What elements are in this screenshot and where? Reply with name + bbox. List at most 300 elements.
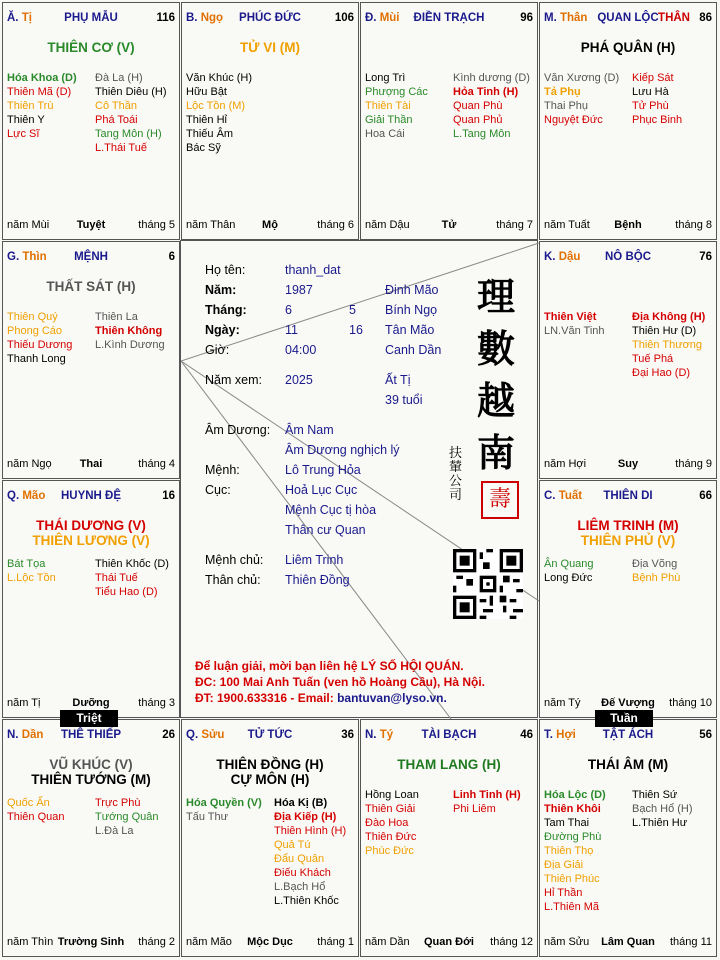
name-label: Họ tên: xyxy=(205,263,246,277)
palace-header xyxy=(7,729,175,743)
minor-star: Linh Tinh (H) xyxy=(453,789,521,801)
minor-stars-left xyxy=(544,71,619,127)
palace-name: ĐIỀN TRẠCH xyxy=(413,12,485,24)
minor-star: L.Tang Môn xyxy=(453,128,511,140)
main-star: THIÊN TƯỚNG (M) xyxy=(31,772,151,787)
calligraphy-char-2: 數 xyxy=(476,326,515,371)
calligraphy-char-3: 越 xyxy=(476,378,515,423)
palace-number: 116 xyxy=(156,12,175,24)
palace-header xyxy=(365,12,533,26)
minor-stars-left xyxy=(186,71,252,155)
minor-star: Quan Phủ xyxy=(453,114,503,126)
palace-name: HUYNH ĐỆ xyxy=(60,490,122,502)
minor-stars-left xyxy=(544,310,605,338)
minor-star: Hữu Bật xyxy=(186,86,227,98)
minor-stars-right xyxy=(632,71,682,127)
palace-year: năm Thìn xyxy=(7,936,54,948)
palace-month: tháng 8 xyxy=(675,219,712,231)
menh-value: Lô Trung Hỏa xyxy=(285,463,361,477)
minor-star: Hỏa Tinh (H) xyxy=(453,86,519,98)
palace-header xyxy=(365,729,533,743)
main-star: LIÊM TRINH (M) xyxy=(577,518,679,533)
palace-branch: Đ. Mùi xyxy=(365,12,400,24)
than-chu-value: Thiên Đồng xyxy=(285,573,350,587)
palace-stage: Lâm Quan xyxy=(601,936,655,948)
main-star: THIÊN CƠ (V) xyxy=(47,40,135,55)
minor-star: Thiên Quý xyxy=(7,311,58,323)
main-star: THIÊN PHỦ (V) xyxy=(580,533,676,548)
minor-star: Đẩu Quân xyxy=(274,853,325,865)
palace-month: tháng 11 xyxy=(669,936,712,948)
minor-stars-left xyxy=(544,557,594,585)
minor-star: Tiểu Hao (D) xyxy=(95,586,158,598)
minor-star: Tấu Thư xyxy=(186,811,229,823)
hour-label: Giờ: xyxy=(205,343,230,357)
year-label: Năm: xyxy=(205,283,237,297)
minor-stars-right xyxy=(95,71,167,155)
view-year-label: Năm xem: xyxy=(205,373,262,387)
palace-year: năm Tị xyxy=(7,697,41,709)
palace-name: PHỤ MẪU xyxy=(64,12,118,24)
center-info-panel xyxy=(180,240,538,718)
minor-stars-left xyxy=(7,796,64,824)
minor-star: Thiên Phúc xyxy=(544,873,600,885)
palace-month: tháng 12 xyxy=(490,936,533,948)
view-year-can-chi: Ất Tị xyxy=(385,373,411,387)
minor-star: Thiên Trù xyxy=(7,100,54,112)
palace-name: MỆNH xyxy=(74,251,108,263)
palace-name: THÊ THIẾP xyxy=(60,729,122,741)
palace-branch: T. Hợi xyxy=(544,729,576,741)
minor-star: Thiên Y xyxy=(7,114,45,126)
minor-star: Thiếu Âm xyxy=(186,128,234,140)
palace-number: 16 xyxy=(162,490,175,502)
palace-number: 76 xyxy=(699,251,712,263)
minor-star: L.Kình Dương xyxy=(95,339,165,351)
day-label: Ngày: xyxy=(205,323,240,337)
palace-month: tháng 5 xyxy=(138,219,175,231)
main-stars xyxy=(3,518,179,548)
minor-stars-right xyxy=(95,796,159,838)
palace-month: tháng 9 xyxy=(675,458,712,470)
palace-number: 106 xyxy=(334,12,354,24)
palace-branch: N. Dần xyxy=(7,729,44,741)
minor-stars-right xyxy=(632,310,705,380)
palace-footer xyxy=(7,219,175,232)
minor-star: Hóa Kị (B) xyxy=(274,797,328,809)
palace-number: 86 xyxy=(699,12,712,24)
minor-star: Điếu Khách xyxy=(274,867,331,879)
cuc-value: Hoả Lục Cục xyxy=(285,483,358,497)
minor-star: Tướng Quân xyxy=(95,811,159,823)
palace-stage: Tuyệt xyxy=(76,219,106,231)
palace-year: năm Hợi xyxy=(544,458,587,470)
qr-code[interactable] xyxy=(453,549,523,619)
am-duong-label: Âm Dương: xyxy=(205,423,271,437)
minor-star: L.Đà La xyxy=(95,825,134,837)
menh-chu-value: Liêm Trinh xyxy=(285,553,344,567)
main-star: PHÁ QUÂN (H) xyxy=(580,40,676,55)
palace-dau[interactable] xyxy=(539,241,717,479)
main-stars xyxy=(361,757,537,772)
main-star: THIÊN ĐỒNG (H) xyxy=(216,757,324,772)
palace-footer xyxy=(365,219,533,232)
palace-number: 66 xyxy=(699,490,712,502)
palace-year: năm Dần xyxy=(365,936,410,948)
palace-month: tháng 1 xyxy=(317,936,354,948)
minor-star: Phi Liêm xyxy=(453,803,496,815)
palace-stage: Bệnh xyxy=(614,219,642,231)
minor-stars-right xyxy=(632,557,680,585)
main-star: THÁI ÂM (M) xyxy=(587,757,669,772)
minor-star: Đường Phù xyxy=(544,831,602,843)
palace-branch: C. Tuất xyxy=(544,490,583,502)
minor-star: Văn Xương (D) xyxy=(544,72,620,84)
palace-number: 96 xyxy=(520,12,533,24)
minor-star: Thiên Sứ xyxy=(632,789,678,801)
minor-star: Thanh Long xyxy=(7,353,66,365)
minor-star: Hóa Quyền (V) xyxy=(186,797,262,809)
palace-month: tháng 4 xyxy=(138,458,175,470)
palace-year: năm Sửu xyxy=(544,936,590,948)
minor-star: Quan Phù xyxy=(453,100,503,112)
month-can-chi: Bính Ngọ xyxy=(385,303,438,317)
contact-phone[interactable]: ĐT: 1900.633316 - Email: xyxy=(195,691,338,705)
minor-star: Thiên La xyxy=(95,311,138,323)
seal-char-2: 輦 xyxy=(449,459,463,474)
minor-stars-right xyxy=(95,310,165,352)
palace-year: năm Dậu xyxy=(365,219,410,231)
minor-star: L.Thiên Hư xyxy=(632,817,688,829)
contact-phone-email xyxy=(195,691,447,705)
minor-star: Thiên Diêu (H) xyxy=(95,86,167,98)
minor-star: Trực Phù xyxy=(95,797,141,809)
name-value: thanh_dat xyxy=(285,263,341,277)
minor-star: Thai Phụ xyxy=(544,100,589,112)
palace-thin[interactable] xyxy=(2,241,180,479)
minor-stars-left xyxy=(7,557,56,585)
palace-footer xyxy=(365,936,533,949)
minor-star: Thiên Khôi xyxy=(544,803,601,815)
main-stars xyxy=(540,40,716,55)
palace-month: tháng 7 xyxy=(496,219,533,231)
minor-star: Tuế Phá xyxy=(632,353,674,365)
main-stars xyxy=(182,757,358,787)
minor-star: Bát Tọa xyxy=(7,558,46,570)
minor-star: Quả Tú xyxy=(274,839,311,851)
palace-footer xyxy=(7,458,175,471)
minor-stars-right xyxy=(453,788,521,816)
minor-star: Long Đức xyxy=(544,572,593,584)
minor-star: Thiên Hình (H) xyxy=(274,825,347,837)
palace-year: năm Tý xyxy=(544,697,581,709)
main-star: THẤT SÁT (H) xyxy=(46,279,136,294)
palace-footer xyxy=(186,936,354,949)
minor-star: Thiên Không xyxy=(95,325,163,337)
menh-chu-label: Mệnh chủ: xyxy=(205,553,264,567)
minor-star: Hóa Khoa (D) xyxy=(7,72,77,84)
palace-footer xyxy=(7,936,175,949)
seal-char-3: 公 xyxy=(449,473,463,488)
minor-stars-left xyxy=(365,788,419,858)
palace-name: TÀI BẠCH xyxy=(421,729,477,741)
minor-star: Tang Môn (H) xyxy=(95,128,162,140)
palace-year: năm Ngọ xyxy=(7,458,52,470)
palace-suu[interactable] xyxy=(181,719,359,957)
palace-ty2[interactable] xyxy=(360,719,538,957)
minor-star: Nguyệt Đức xyxy=(544,114,603,126)
minor-star: Thiên Tài xyxy=(365,100,411,112)
minor-star: Địa Giải xyxy=(544,859,584,871)
palace-year: năm Mùi xyxy=(7,219,50,231)
palace-stage: Trường Sinh xyxy=(57,936,125,948)
palace-ty[interactable] xyxy=(2,2,180,240)
palace-branch: K. Dậu xyxy=(544,251,581,263)
minor-stars-right xyxy=(632,788,693,830)
minor-star: Thiên Thương xyxy=(632,339,703,351)
main-star: THAM LANG (H) xyxy=(397,757,501,772)
minor-star: Thiên Hỉ xyxy=(186,114,227,126)
am-duong-value: Âm Nam xyxy=(285,423,334,437)
palace-mao[interactable] xyxy=(2,480,180,718)
minor-star: Địa Kiếp (H) xyxy=(274,811,337,823)
minor-stars-right xyxy=(274,796,346,908)
month-lunar: 5 xyxy=(349,303,356,317)
minor-star: Thiên Quan xyxy=(7,811,65,823)
palace-dan[interactable] xyxy=(2,719,180,957)
palace-stage: Thai xyxy=(79,458,103,470)
minor-star: Tử Phù xyxy=(632,100,669,112)
palace-name: QUAN LỘC xyxy=(597,12,659,24)
minor-star: Lưu Hà xyxy=(632,86,669,98)
day-lunar: 16 xyxy=(349,323,363,337)
palace-name: PHÚC ĐỨC xyxy=(239,12,301,24)
palace-header xyxy=(186,729,354,743)
minor-stars-right xyxy=(95,557,169,599)
palace-header xyxy=(7,12,175,26)
minor-star: Thiếu Dương xyxy=(7,339,73,351)
palace-stage: Dưỡng xyxy=(72,697,110,709)
minor-star: Địa Võng xyxy=(632,558,678,570)
main-stars xyxy=(3,757,179,787)
palace-name: NÔ BỘC xyxy=(605,251,651,263)
palace-branch: Ă. Tị xyxy=(7,12,32,24)
minor-star: Phượng Các xyxy=(365,86,428,98)
minor-star: LN.Văn Tinh xyxy=(544,325,605,337)
palace-header xyxy=(544,251,712,265)
minor-star: Thiên Khốc (D) xyxy=(95,558,169,570)
main-stars xyxy=(182,40,358,55)
minor-star: Thái Tuế xyxy=(95,572,138,584)
palace-branch: N. Tý xyxy=(365,729,394,741)
month-label: Tháng: xyxy=(205,303,247,317)
menh-label: Mệnh: xyxy=(205,463,240,477)
main-star: TỬ VI (M) xyxy=(240,40,300,55)
palace-tuat[interactable] xyxy=(539,480,717,718)
palace-year: năm Tuất xyxy=(544,219,590,231)
palace-stage: Mộc Dục xyxy=(247,936,293,948)
minor-stars-right xyxy=(453,71,530,141)
minor-star: Cô Thần xyxy=(95,100,137,112)
palace-footer xyxy=(544,219,712,232)
palace-header xyxy=(544,12,712,26)
palace-than[interactable] xyxy=(539,2,717,240)
year-can-chi: Đinh Mão xyxy=(385,283,439,297)
minor-star: Thiên Đức xyxy=(365,831,417,843)
minor-star: L.Thiên Mã xyxy=(544,901,600,913)
contact-line-1: Để luận giải, mời bạn liên hệ LÝ SỐ HỘI QUÁN. xyxy=(195,659,464,673)
main-stars xyxy=(3,40,179,55)
minor-star: Long Trì xyxy=(365,72,406,84)
minor-star: L.Thiên Khốc xyxy=(274,895,339,907)
palace-stage: Đế Vượng xyxy=(601,697,655,709)
minor-star: Thiên Mã (D) xyxy=(7,86,72,98)
minor-star: Hồng Loan xyxy=(365,789,419,801)
am-duong-note: Âm Dương nghịch lý xyxy=(285,443,400,457)
minor-star: Tam Thai xyxy=(544,817,590,829)
than-chu-label: Thân chủ: xyxy=(205,573,261,587)
palace-name: TẬT ÁCH xyxy=(602,729,654,741)
minor-star: Giải Thần xyxy=(365,114,413,126)
minor-stars-left xyxy=(186,796,262,824)
minor-stars-left xyxy=(544,788,606,914)
palace-month: tháng 10 xyxy=(669,697,712,709)
contact-address: ĐC: 100 Mai Anh Tuấn (ven hồ Hoàng Cầu), Hà Nội. xyxy=(195,675,486,689)
palace-branch: Q. Sửu xyxy=(186,729,225,741)
tuan-badge: Tuần xyxy=(595,710,653,727)
minor-star: Bạch Hổ (H) xyxy=(632,803,693,815)
palace-branch: B. Ngọ xyxy=(186,12,224,24)
minor-star: Tả Phụ xyxy=(544,86,581,98)
main-star: THÁI DƯƠNG (V) xyxy=(36,518,146,533)
palace-month: tháng 2 xyxy=(138,936,175,948)
minor-star: Lực Sĩ xyxy=(7,128,40,140)
palace-year: năm Mão xyxy=(186,936,232,948)
minor-star: Đà La (H) xyxy=(95,72,143,84)
red-seal-stamp: 壽 xyxy=(481,481,519,519)
palace-header xyxy=(7,490,175,504)
minor-star: Đại Hao (D) xyxy=(632,367,691,379)
palace-stage: Quan Đới xyxy=(424,936,474,948)
hour-can-chi: Canh Dần xyxy=(385,343,442,357)
palace-stage: Mộ xyxy=(262,219,278,231)
contact-email-link[interactable]: bantuvan@lyso.vn. xyxy=(337,691,447,705)
minor-star: Hoa Cái xyxy=(365,128,405,140)
minor-star: Bệnh Phù xyxy=(632,572,681,584)
minor-star: Bác Sỹ xyxy=(186,142,221,154)
palace-header xyxy=(186,12,354,26)
minor-star: Ân Quang xyxy=(544,558,594,570)
main-stars xyxy=(540,757,716,772)
minor-star: Lộc Tồn (M) xyxy=(186,100,246,112)
calligraphy-logo xyxy=(471,271,521,479)
minor-stars-left xyxy=(365,71,428,141)
seal-char-1: 扶 xyxy=(449,445,463,460)
minor-stars-left xyxy=(7,310,72,366)
minor-star: Thiên Giải xyxy=(365,803,416,815)
cuc-relation: Mệnh Cục tị hòa xyxy=(285,503,377,517)
main-star: THIÊN LƯƠNG (V) xyxy=(32,533,150,548)
palace-number: 36 xyxy=(341,729,354,741)
palace-name: THIÊN DI xyxy=(603,490,653,502)
year-value: 1987 xyxy=(285,283,313,297)
minor-star: Phong Cáo xyxy=(7,325,63,337)
palace-month: tháng 3 xyxy=(138,697,175,709)
minor-stars-left xyxy=(7,71,77,141)
minor-star: Hỉ Thần xyxy=(544,887,583,899)
palace-number: 46 xyxy=(520,729,533,741)
main-star: VŨ KHÚC (V) xyxy=(49,757,133,772)
palace-footer xyxy=(544,458,712,471)
palace-branch: G. Thìn xyxy=(7,251,47,263)
palace-hoi[interactable] xyxy=(539,719,717,957)
cuc-label: Cục: xyxy=(205,483,231,497)
palace-stage: Tử xyxy=(441,219,457,231)
minor-star: Phục Binh xyxy=(632,114,683,126)
minor-star: Thiên Thọ xyxy=(544,845,594,857)
minor-star: Đào Hoa xyxy=(365,817,409,829)
calligraphy-char-4: 南 xyxy=(476,430,515,475)
palace-header xyxy=(544,490,712,504)
palace-branch: Q. Mão xyxy=(7,490,46,502)
palace-year: năm Thân xyxy=(186,219,236,231)
than-cu: Thân cư Quan xyxy=(285,523,366,537)
palace-branch: M. Thân xyxy=(544,12,588,24)
minor-star: Thiên Hư (D) xyxy=(632,325,697,337)
minor-star: Phúc Đức xyxy=(365,845,414,857)
age-value: 39 tuổi xyxy=(385,393,423,407)
minor-star: Văn Khúc (H) xyxy=(186,72,253,84)
palace-name: TỬ TỨC xyxy=(247,729,293,741)
view-year-value: 2025 xyxy=(285,373,313,387)
hour-value: 04:00 xyxy=(285,343,317,357)
palace-header xyxy=(544,729,712,743)
seal-char-4: 司 xyxy=(449,487,463,502)
minor-star: Quốc Ấn xyxy=(7,797,50,809)
minor-star: Địa Không (H) xyxy=(632,311,706,323)
seal-text-column xyxy=(449,446,465,502)
main-stars xyxy=(540,518,716,548)
main-stars xyxy=(3,279,179,294)
palace-mui[interactable] xyxy=(360,2,538,240)
palace-footer xyxy=(544,697,712,710)
palace-footer xyxy=(7,697,175,710)
minor-star: L.Bạch Hổ xyxy=(274,881,326,893)
palace-number: 6 xyxy=(168,251,175,263)
minor-star: Hóa Lộc (D) xyxy=(544,789,606,801)
triet-badge: Triệt xyxy=(60,710,118,727)
minor-star: Kiếp Sát xyxy=(632,72,674,84)
palace-number: 26 xyxy=(162,729,175,741)
minor-star: Phá Toái xyxy=(95,114,138,126)
day-can-chi: Tân Mão xyxy=(385,323,435,337)
palace-header xyxy=(7,251,175,265)
palace-ngo[interactable] xyxy=(181,2,359,240)
month-solar: 6 xyxy=(285,303,292,317)
palace-footer xyxy=(544,936,712,949)
than-marker: THÂN xyxy=(658,12,690,24)
main-star: CỰ MÔN (H) xyxy=(230,772,310,787)
minor-star: L.Thái Tuế xyxy=(95,142,147,154)
minor-star: Thiên Việt xyxy=(544,311,597,323)
minor-star: L.Lộc Tồn xyxy=(7,572,56,584)
calligraphy-char-1: 理 xyxy=(476,274,515,319)
minor-star: Kình dương (D) xyxy=(453,72,530,84)
palace-stage: Suy xyxy=(617,458,639,470)
day-solar: 11 xyxy=(285,323,298,337)
palace-month: tháng 6 xyxy=(317,219,354,231)
palace-number: 56 xyxy=(699,729,712,741)
